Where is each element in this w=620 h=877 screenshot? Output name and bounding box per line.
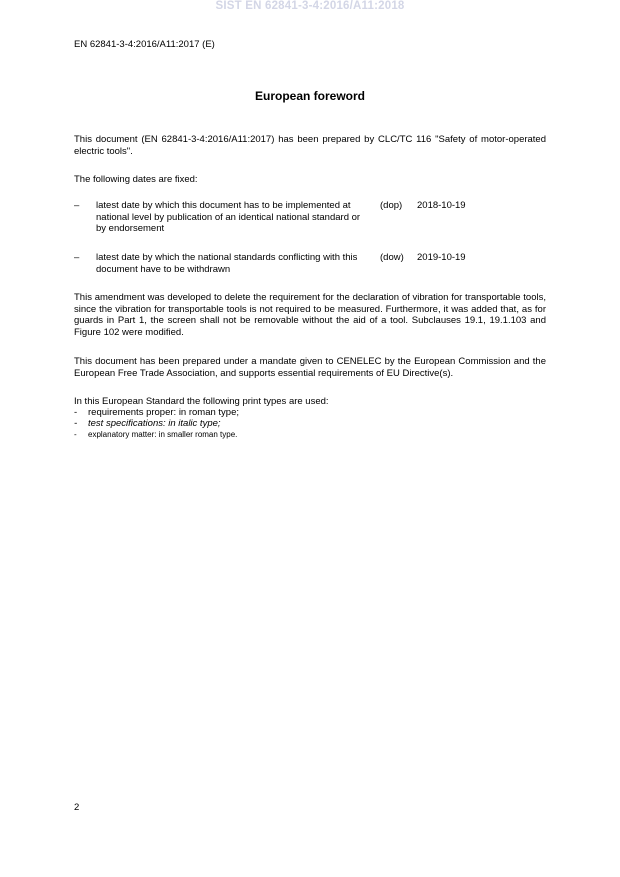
page-number: 2 — [74, 802, 80, 813]
page-title: European foreword — [254, 89, 365, 103]
date-value: 2018-10-19 — [417, 200, 466, 211]
dash-bullet: – — [74, 252, 80, 263]
list-item — [74, 429, 546, 440]
date-row-dop — [74, 200, 546, 252]
list-item — [74, 418, 546, 429]
print-type-roman: requirements proper: in roman type; — [88, 407, 240, 418]
date-abbreviation: (dop) — [380, 200, 403, 211]
date-description: latest date by which the national standards conflicting with this document have to be withdrawn — [96, 252, 358, 275]
bullet: - — [74, 418, 78, 429]
date-value: 2019-10-19 — [417, 252, 466, 263]
date-abbreviation: (dow) — [380, 252, 404, 263]
dates-list — [74, 200, 546, 280]
print-type-small: explanatory matter: in smaller roman type. — [88, 430, 238, 439]
document-identifier: EN 62841-3-4:2016/A11:2017 (E) — [74, 39, 215, 50]
watermark: SIST EN 62841-3-4:2016/A11:2018 — [215, 0, 405, 12]
bullet: - — [74, 407, 78, 418]
mandate-paragraph: This document has been prepared under a mandate given to CENELEC by the European Commission and the European Free Trade Association, and supports essential requirements of EU Directive(s). — [74, 356, 546, 379]
date-description: latest date by which this document has to be implemented at national level by publication of an identical national standard or by endorsement — [96, 200, 361, 234]
date-row-dow — [74, 252, 546, 280]
dates-intro: The following dates are fixed: — [74, 174, 198, 185]
bullet: - — [74, 430, 77, 439]
print-types-intro: In this European Standard the following print types are used: — [74, 396, 329, 407]
amendment-paragraph: This amendment was developed to delete the requirement for the declaration of vibration for transportable tools, since the vibration for transportable tools is not required to be measured. Furthermore, it was added that, as for guards in Part 1, the screen shall not be removable without the aid of a tool. Subclauses 19.1, 19.1.103 and Figure 102 were modified. — [74, 292, 546, 338]
intro-paragraph: This document (EN 62841-3-4:2016/A11:2017) has been prepared by CLC/TC 116 "Safety of motor-operated electric tools". — [74, 134, 546, 157]
list-item — [74, 407, 546, 418]
print-type-italic: test specifications: in italic type; — [88, 418, 221, 429]
print-types-section — [74, 396, 546, 440]
dash-bullet: – — [74, 200, 80, 211]
